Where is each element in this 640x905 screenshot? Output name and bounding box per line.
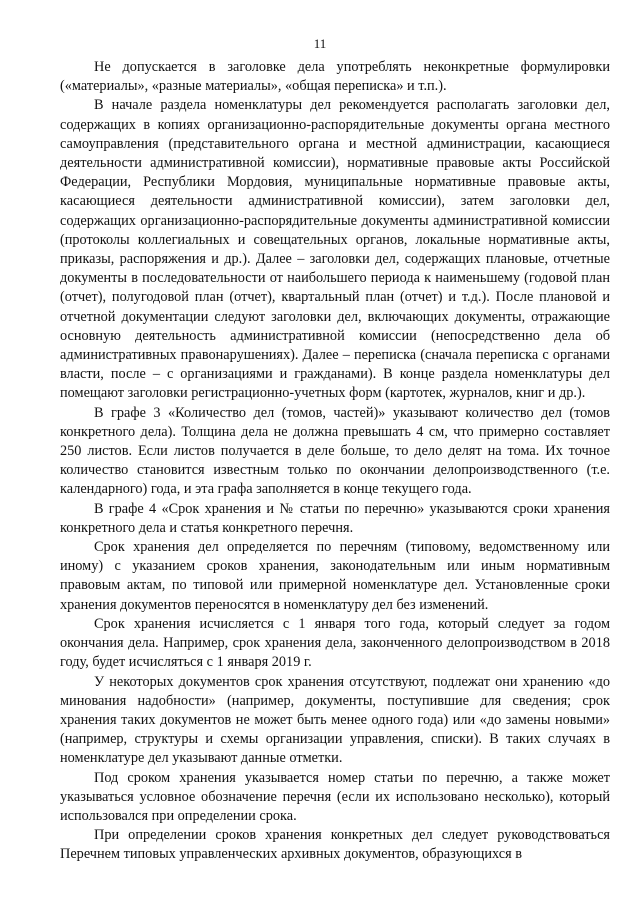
paragraph-no-retention-term: У некоторых документов срок хранения отсутствуют, подлежат они хранению «до минования надобности» (например, документы, поступившие для сведения; срок хранения таких документов не может быть менее одного года) или «до замены новыми» (например, структуры и схемы организации управления, списки). В таких случаях в номенклатуре дел указывают данные отметки. — [60, 673, 610, 767]
paragraph-article-number: Под сроком хранения указывается номер статьи по перечню, а также может указываться условное обозначение перечня (если их использовано несколько), который использовался при определении срока. — [60, 769, 610, 824]
paragraph-column-3: В графе 3 «Количество дел (томов, частей)» указывают количество дел (томов конкретного дела). Толщина дела не должна превышать 4 см, что примерно составляет 250 листов. Если листов получается в деле больше, то дело делят на тома. Их точное количество становится известным только по окончании делопроизводственного (т.е. календарного) года, и эта графа заполняется в конце текущего года. — [60, 404, 610, 498]
paragraph-guidance: При определении сроков хранения конкретных дел следует руководствоваться Перечнем типовых управленческих архивных документов, образующихся в — [60, 827, 610, 863]
paragraph-retention-start: Срок хранения исчисляется с 1 января того года, который следует за годом окончания дела. Например, срок хранения дела, законченного делопроизводством в 2018 году, будет исчисляться с 1 января 2019 г. — [60, 615, 610, 671]
paragraph-retention-determination: Срок хранения дел определяется по перечням (типовому, ведомственному или иному) с указанием сроков хранения, законодательным или иным нормативным правовым актам, по типовой или примерной номенклатуре дел. Установленные сроки хранения документов переносятся в номенклатуру дел без изменений. — [60, 539, 610, 613]
body-text — [60, 58, 610, 865]
paragraph-column-4: В графе 4 «Срок хранения и № статьи по перечню» указываются сроки хранения конкретного дела и статья конкретного перечня. — [60, 500, 610, 536]
paragraph-title-wording: Не допускается в заголовке дела употреблять неконкретные формулировки («материалы», «разные материалы», «общая переписка» и т.п.). — [60, 59, 610, 95]
page-number: 11 — [313, 36, 327, 51]
paragraph-section-order: В начале раздела номенклатуры дел рекомендуется располагать заголовки дел, содержащих в копиях организационно-распорядительные документы органа местного самоуправления (представительного органа и местной администрации, касающиеся деятельности административной комиссии), нормативные правовые акты Российской Федерации, Республики Мордовия, муниципальные нормативные правовые акты, касающиеся деятельности административной комиссии), затем заголовки дел, содержащих организационно-распорядительные документы административной комиссии (протоколы коллегиальных и совещательных органов, локальные нормативные акты, приказы, распоряжения и др.). Далее – заголовки дел, содержащих плановые, отчетные документы в последовательности от наибольшего периода к наименьшему (годовой план (отчет), полугодовой план (отчет), квартальный план (отчет) и т.д.). После плановой и отчетной документации следуют заголовки дел, включающих документы, отражающие основную деятельность административной комиссии (непосредственно дела об административных правонарушениях). Далее – переписка (сначала переписка с органами власти, после – с организациями и гражданами). В конце раздела номенклатуры дел помещают заголовки регистрационно-учетных форм (картотек, журналов, книг и др.). — [60, 97, 610, 402]
